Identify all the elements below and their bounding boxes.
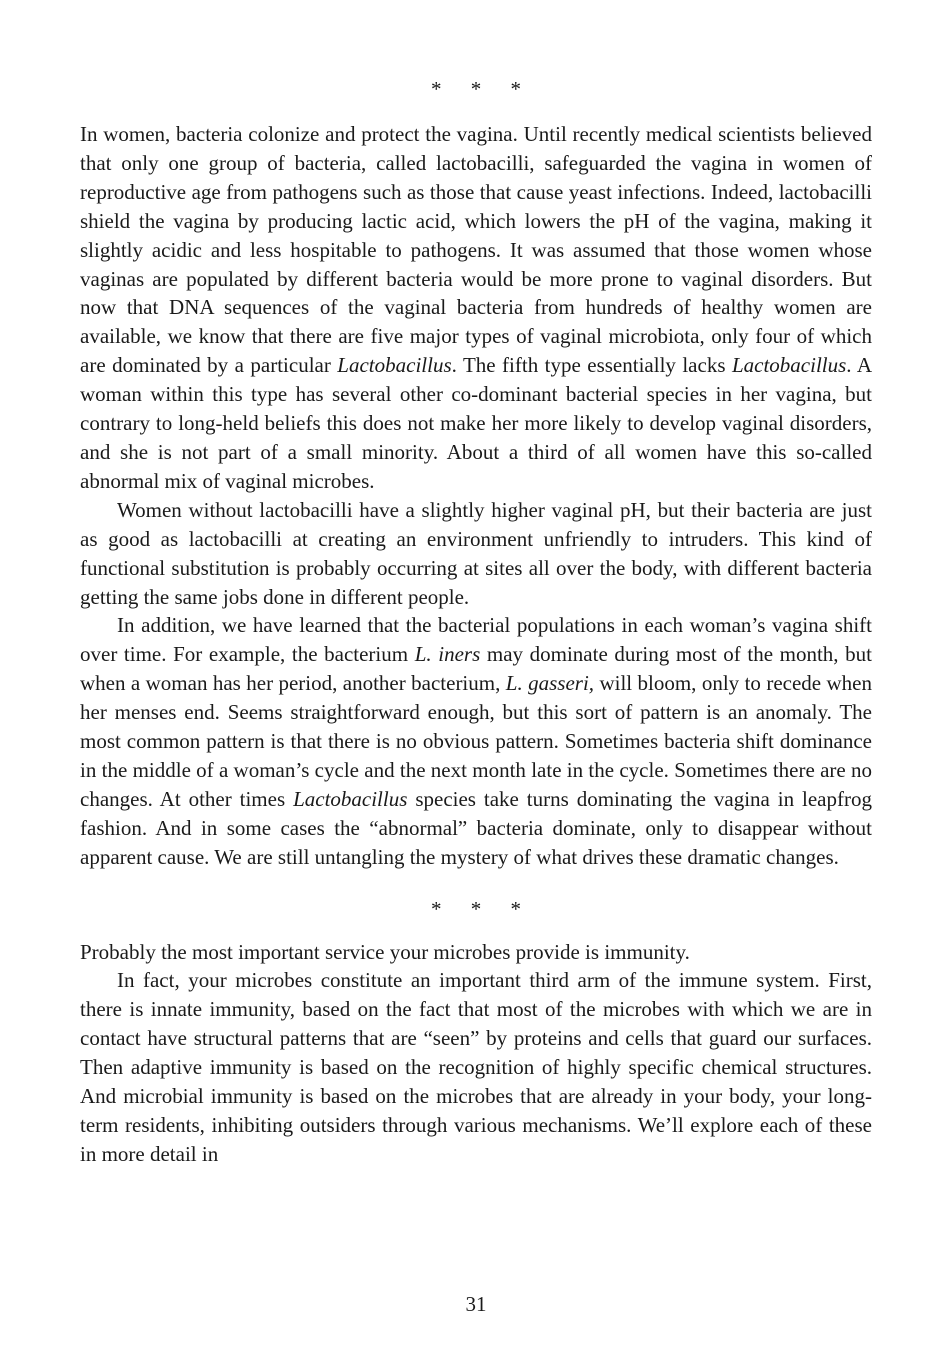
page-body xyxy=(80,74,872,1169)
italic-term: L. iners xyxy=(414,642,481,667)
paragraph xyxy=(80,120,872,496)
text-run: may dominate during most of the month, but when a woman has her period, another bacterium, xyxy=(80,642,873,696)
paragraph xyxy=(80,611,872,871)
text-run: will bloom, only to recede when her menses end. Seems straightforward enough, but this sort of pattern is an anomaly. The most common pattern is that there is no obvious pattern. Sometimes bacteria shift dominance in the middle of a woman’s cycle and the next month late in the cycle. Sometimes there are no changes. At other times xyxy=(80,671,872,811)
italic-term: Lactobacillus xyxy=(731,353,847,378)
text-run: In addition, we have learned that the bacterial populations in each woman’s vagina shift over time. For example, the bacterium xyxy=(80,613,872,667)
page-number: 31 xyxy=(465,1292,487,1316)
paragraph xyxy=(80,496,872,612)
italic-term: Lactobacillus xyxy=(293,786,408,811)
text-run: Women without lactobacilli have a slightly higher vaginal pH, but their bacteria are just as good as lactobacilli at creating an environment unfriendly to intruders. This kind of functional substitution is probably occurring at sites all over the body, with different bacteria getting the same jobs done in different people. xyxy=(80,497,872,609)
text-run: Probably the most important service your microbes provide is immunity. xyxy=(80,939,690,964)
paragraph xyxy=(80,966,872,1168)
text-run: In fact, your microbes constitute an important third arm of the immune system. First, there is innate immunity, based on the fact that most of the microbes with which we are in contact have structural patterns that are “seen” by proteins and cells that guard our surfaces. Then adaptive immunity is based on the recognition of highly specific chemical structures. And microbial immunity is based on the microbes that are already in your body, your long-term residents, inhibiting outsiders through various mechanisms. We’ll explore each of these in more detail in xyxy=(80,968,872,1166)
text-run: . A woman within this type has several other co-dominant bacterial species in her vagina, but contrary to long-held beliefs this does not make her more likely to develop vaginal disorders, and she is not part of a small minority. About a third of all women have this so-called abnormal mix of vaginal microbes. xyxy=(80,353,873,493)
text-run: In women, bacteria colonize and protect the vagina. Until recently medical scientists believed that only one group of bacteria, called lactobacilli, safeguarded the vagina in women of reproductive age from pathogens such as those that cause yeast infections. Indeed, lactobacilli shield the vagina by producing lactic acid, which lowers the pH of the vagina, making it slightly acidic and less hospitable to pathogens. It was assumed that those women whose vaginas are populated by different bacteria would be more prone to vaginal disorders. But now that DNA sequences of the vaginal bacteria from hundreds of healthy women are available, we know that there are five major types of vaginal microbiota, only four of which are dominated by a particular xyxy=(80,122,872,378)
italic-term: Lactobacillus xyxy=(337,353,452,378)
italic-term: L. gasseri, xyxy=(505,671,595,696)
section-separator: * * * xyxy=(431,896,533,921)
text-run: . The fifth type essentially lacks xyxy=(451,353,732,378)
paragraph xyxy=(80,938,872,967)
section-separator: * * * xyxy=(431,77,533,101)
text-run: species take turns dominating the vagina in leapfrog fashion. And in some cases the “abnormal” bacteria dominate, only to disappear without apparent cause. We are still untangling the mystery of what drives these dramatic changes. xyxy=(80,786,872,869)
